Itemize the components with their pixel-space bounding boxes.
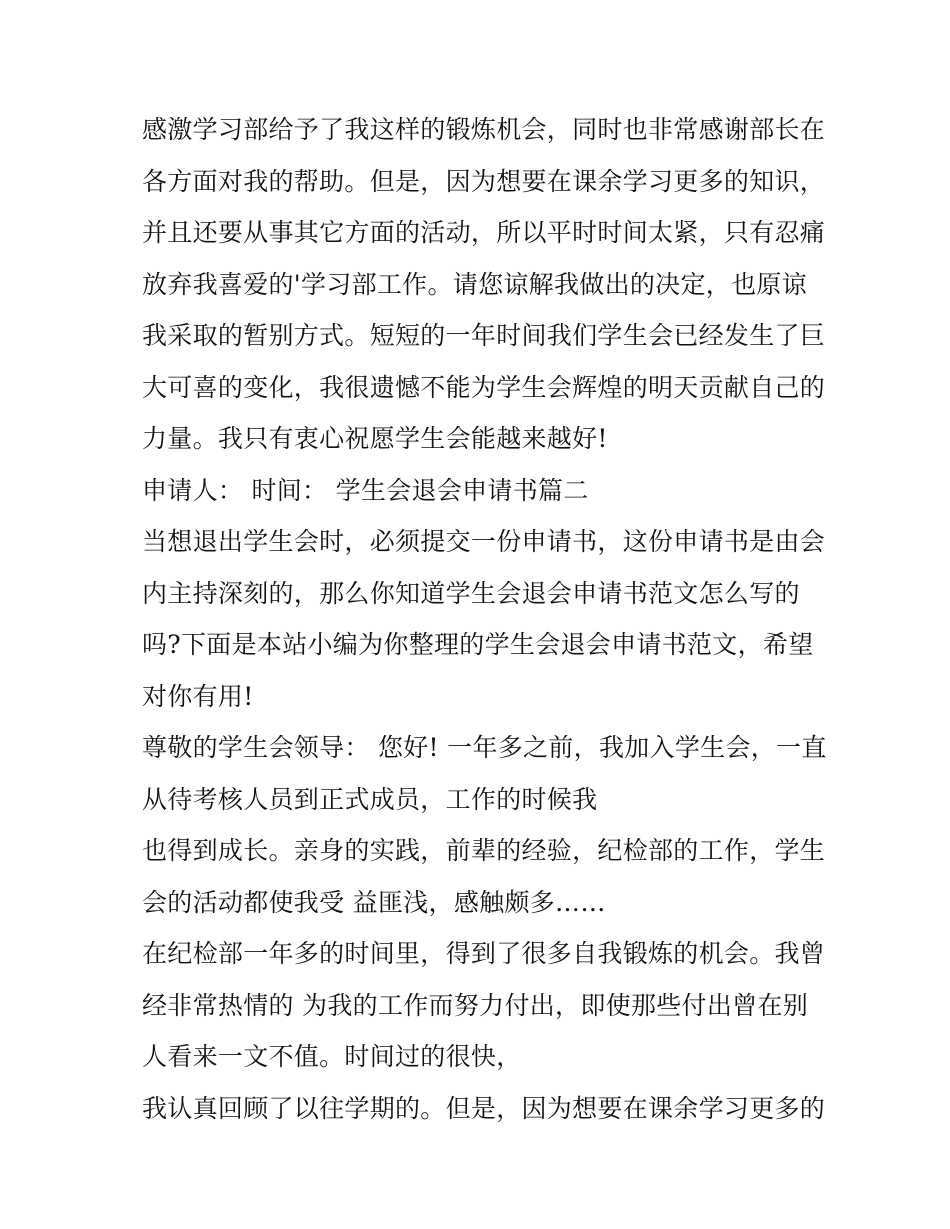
text-line: 我认真回顾了以往学期的。但是，因为想要在课余学习更多的 bbox=[142, 1093, 826, 1123]
text-line: 从待考核人员到正式成员，工作的时候我 bbox=[142, 784, 598, 814]
text-line: 内主持深刻的，那么你知道学生会退会申请书范文怎么写的 bbox=[142, 578, 800, 608]
text-line: 会的活动都使我受 益匪浅，感触颇多…… bbox=[142, 887, 606, 917]
text-line: 各方面对我的帮助。但是，因为想要在课余学习更多的知识， bbox=[142, 166, 826, 196]
text-line: 放弃我喜爱的'学习部工作。请您谅解我做出的决定，也原谅 bbox=[142, 269, 807, 299]
text-line: 对你有用! bbox=[142, 681, 254, 711]
text-line: 并且还要从事其它方面的活动，所以平时时间太紧，只有忍痛 bbox=[142, 218, 826, 247]
text-line: 吗?下面是本站小编为你整理的学生会退会申请书范文，希望 bbox=[142, 630, 814, 659]
text-line: 人看来一文不值。时间过的很快， bbox=[142, 1042, 522, 1071]
text-line: 当想退出学生会时，必须提交一份申请书，这份申请书是由会 bbox=[142, 527, 826, 556]
text-line: 也得到成长。亲身的实践，前辈的经验，纪检部的工作，学生 bbox=[142, 836, 826, 865]
applicant-line: 申请人： 时间： 学生会退会申请书篇二 bbox=[142, 475, 589, 505]
document-body bbox=[142, 104, 827, 1134]
salutation-line: 尊敬的学生会领导： 您好! 一年多之前，我加入学生会，一直 bbox=[142, 733, 827, 762]
text-line: 经非常热情的 为我的工作而努力付出，即使那些付出曾在别 bbox=[142, 990, 809, 1020]
text-line: 在纪检部一年多的时间里，得到了很多自我锻炼的机会。我曾 bbox=[142, 939, 826, 968]
text-line: 感激学习部给予了我这样的锻炼机会，同时也非常感谢部长在 bbox=[142, 115, 826, 144]
text-line: 力量。我只有衷心祝愿学生会能越来越好! bbox=[142, 424, 608, 453]
text-line: 我采取的暂别方式。短短的一年时间我们学生会已经发生了巨 bbox=[142, 321, 826, 350]
text-line: 大可喜的变化，我很遗憾不能为学生会辉煌的明天贡献自己的 bbox=[142, 372, 826, 402]
